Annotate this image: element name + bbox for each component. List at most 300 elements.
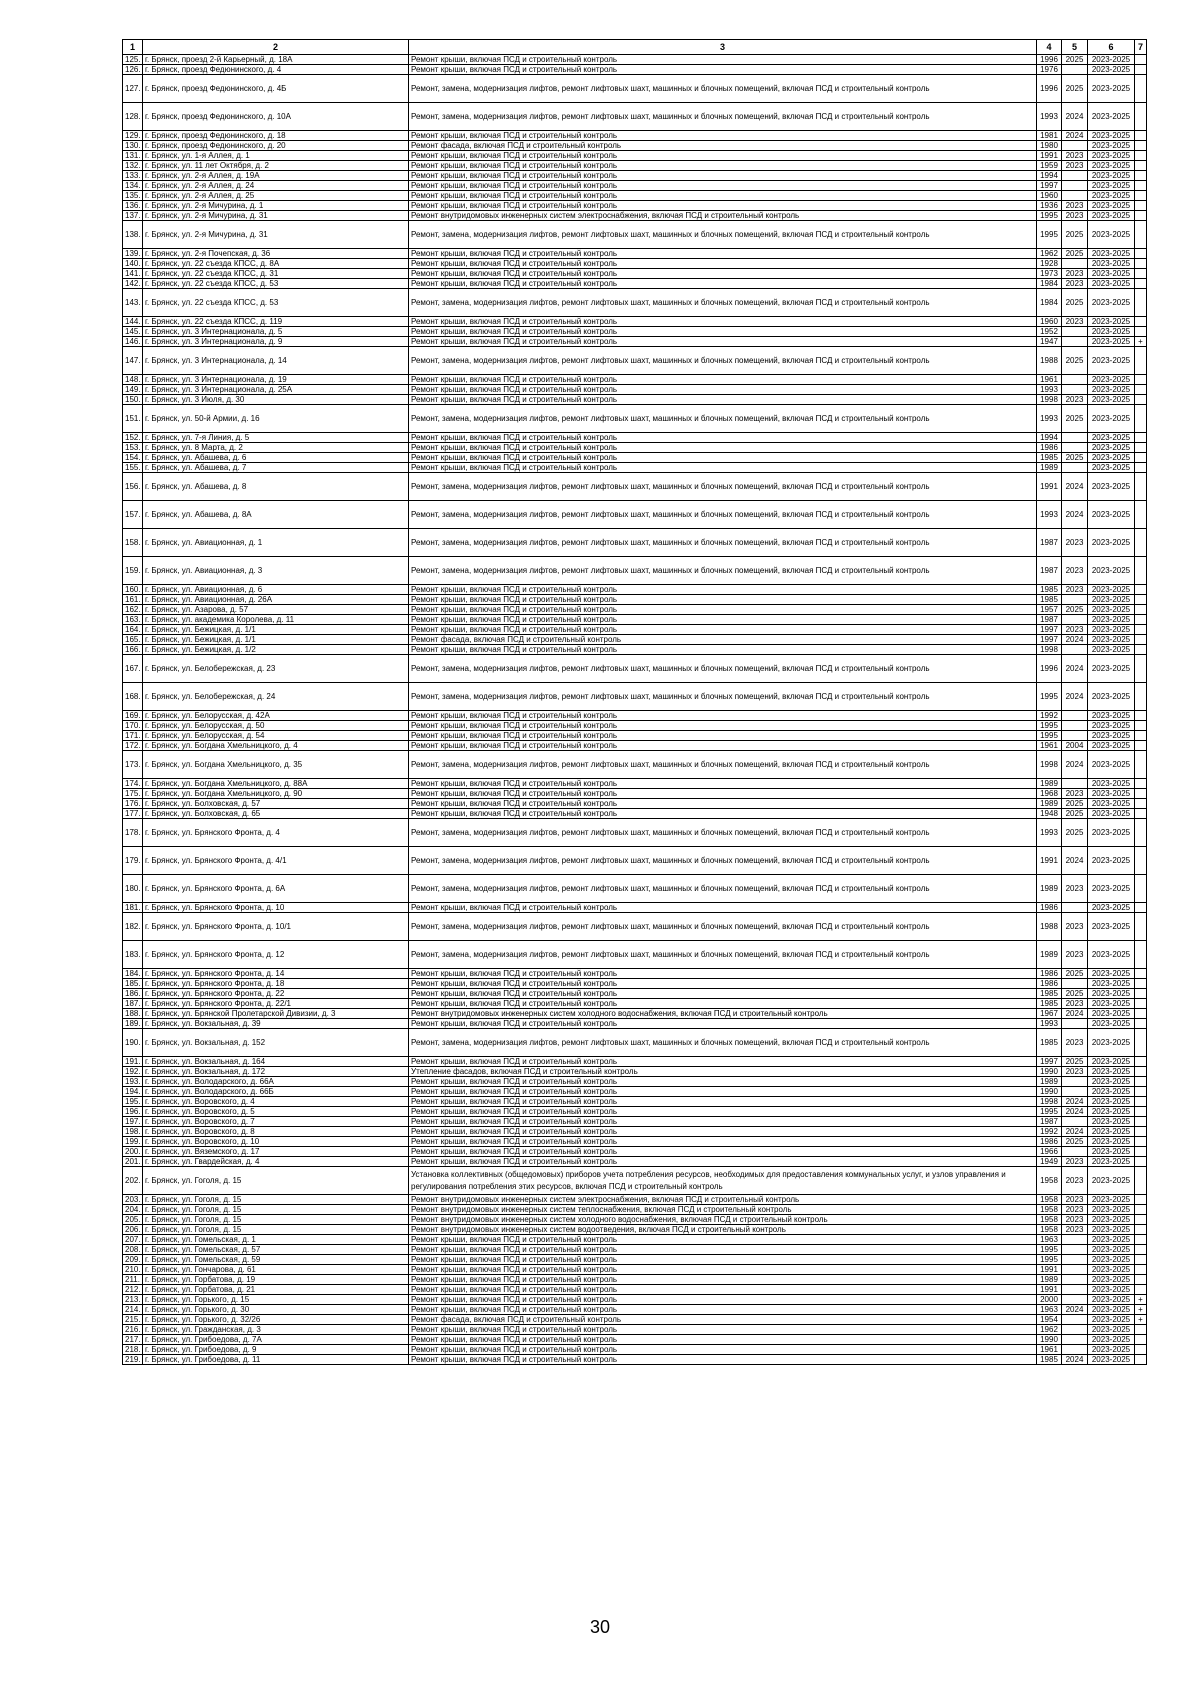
cell-last-repair-year: 2023 [1062,1067,1088,1077]
cell-year-built: 1996 [1037,655,1062,683]
cell-work-type: Ремонт крыши, включая ПСД и строительный контроль [409,595,1037,605]
cell-last-repair-year: 2025 [1062,605,1088,615]
cell-address: г. Брянск, ул. Авиационная, д. 3 [143,557,409,585]
cell-row-number: 128. [123,103,143,131]
cell-last-repair-year [1062,1315,1088,1325]
cell-work-type: Ремонт крыши, включая ПСД и строительный контроль [409,789,1037,799]
cell-address: г. Брянск, ул. Авиационная, д. 26А [143,595,409,605]
cell-year-built: 1984 [1037,289,1062,317]
cell-address: г. Брянск, ул. Гоголя, д. 15 [143,1167,409,1195]
cell-address: г. Брянск, ул. Горбатова, д. 21 [143,1285,409,1295]
cell-work-type: Ремонт крыши, включая ПСД и строительный контроль [409,1265,1037,1275]
cell-address: г. Брянск, ул. Вяземского, д. 17 [143,1147,409,1157]
cell-last-repair-year [1062,1285,1088,1295]
cell-mark [1135,1167,1147,1195]
cell-work-type: Ремонт, замена, модернизация лифтов, ремонт лифтовых шахт, машинных и блочных помещений, включая ПСД и строительный контроль [409,501,1037,529]
cell-address: г. Брянск, ул. Гончарова, д. 61 [143,1265,409,1275]
cell-address: г. Брянск, ул. Абашева, д. 8А [143,501,409,529]
cell-last-repair-year: 2025 [1062,249,1088,259]
cell-last-repair-year: 2025 [1062,453,1088,463]
cell-year-built: 1985 [1037,1029,1062,1057]
cell-last-repair-year: 2025 [1062,1057,1088,1067]
cell-year-built: 1985 [1037,1355,1062,1365]
cell-work-type: Ремонт крыши, включая ПСД и строительный контроль [409,1245,1037,1255]
cell-planned-period: 2023-2025 [1088,131,1135,141]
cell-row-number: 195. [123,1097,143,1107]
cell-planned-period: 2023-2025 [1088,529,1135,557]
table-row [123,55,1147,65]
cell-last-repair-year: 2023 [1062,151,1088,161]
cell-year-built: 1958 [1037,1195,1062,1205]
cell-year-built: 1994 [1037,433,1062,443]
table-row [123,1355,1147,1365]
cell-year-built: 1963 [1037,1235,1062,1245]
cell-row-number: 180. [123,875,143,903]
table-row [123,625,1147,635]
table-row [123,433,1147,443]
cell-mark [1135,1225,1147,1235]
cell-address: г. Брянск, ул. Горького, д. 32/26 [143,1315,409,1325]
cell-year-built: 1954 [1037,1315,1062,1325]
cell-address: г. Брянск, ул. академика Королева, д. 11 [143,615,409,625]
cell-work-type: Ремонт крыши, включая ПСД и строительный контроль [409,463,1037,473]
cell-mark [1135,779,1147,789]
cell-year-built: 1991 [1037,1285,1062,1295]
table-row [123,751,1147,779]
cell-planned-period: 2023-2025 [1088,1107,1135,1117]
cell-address: г. Брянск, ул. Горького, д. 30 [143,1305,409,1315]
cell-year-built: 1981 [1037,131,1062,141]
cell-mark [1135,161,1147,171]
table-row [123,141,1147,151]
cell-last-repair-year: 2023 [1062,999,1088,1009]
table-row [123,1147,1147,1157]
cell-address: г. Брянск, ул. Белобережская, д. 23 [143,655,409,683]
cell-address: г. Брянск, ул. 2-я Мичурина, д. 31 [143,211,409,221]
cell-last-repair-year [1062,1265,1088,1275]
cell-year-built: 1992 [1037,1127,1062,1137]
cell-address: г. Брянск, ул. Гомельская, д. 57 [143,1245,409,1255]
table-row [123,1127,1147,1137]
cell-mark [1135,1057,1147,1067]
cell-mark [1135,405,1147,433]
cell-work-type: Ремонт крыши, включая ПСД и строительный контроль [409,615,1037,625]
cell-year-built: 1959 [1037,161,1062,171]
cell-mark [1135,1245,1147,1255]
table-row [123,161,1147,171]
cell-work-type: Ремонт крыши, включая ПСД и строительный контроль [409,201,1037,211]
table-row [123,1335,1147,1345]
cell-address: г. Брянск, ул. Белорусская, д. 54 [143,731,409,741]
cell-work-type: Ремонт крыши, включая ПСД и строительный контроль [409,1057,1037,1067]
cell-row-number: 205. [123,1215,143,1225]
table-row [123,463,1147,473]
cell-work-type: Ремонт крыши, включая ПСД и строительный контроль [409,181,1037,191]
cell-planned-period: 2023-2025 [1088,731,1135,741]
cell-year-built: 1993 [1037,103,1062,131]
cell-planned-period: 2023-2025 [1088,585,1135,595]
cell-year-built: 1996 [1037,55,1062,65]
cell-row-number: 170. [123,721,143,731]
cell-address: г. Брянск, ул. Воровского, д. 5 [143,1107,409,1117]
cell-row-number: 171. [123,731,143,741]
table-row [123,221,1147,249]
cell-year-built: 1958 [1037,1167,1062,1195]
cell-address: г. Брянск, ул. 3 Интернационала, д. 14 [143,347,409,375]
cell-address: г. Брянск, ул. Богдана Хмельницкого, д. 35 [143,751,409,779]
cell-address: г. Брянск, ул. 2-я Аллея, д. 24 [143,181,409,191]
table-body [123,55,1147,1365]
cell-row-number: 166. [123,645,143,655]
cell-work-type: Ремонт внутридомовых инженерных систем электроснабжения, включая ПСД и строительный контроль [409,1195,1037,1205]
table-row [123,557,1147,585]
cell-last-repair-year: 2023 [1062,211,1088,221]
cell-year-built: 1980 [1037,141,1062,151]
table-row [123,385,1147,395]
cell-row-number: 175. [123,789,143,799]
cell-address: г. Брянск, ул. Авиационная, д. 1 [143,529,409,557]
cell-mark [1135,799,1147,809]
cell-mark [1135,443,1147,453]
cell-last-repair-year [1062,979,1088,989]
cell-row-number: 198. [123,1127,143,1137]
cell-planned-period: 2023-2025 [1088,969,1135,979]
cell-planned-period: 2023-2025 [1088,1255,1135,1265]
cell-planned-period: 2023-2025 [1088,211,1135,221]
cell-work-type: Установка коллективных (общедомовых) приборов учета потребления ресурсов, необходимых для предоставления коммунальных услуг, и узлов управления и регулирования потребления этих ресурсов, включая ПСД и строительный контроль [409,1167,1037,1195]
cell-last-repair-year: 2023 [1062,1215,1088,1225]
cell-row-number: 172. [123,741,143,751]
cell-planned-period: 2023-2025 [1088,1009,1135,1019]
cell-last-repair-year [1062,1087,1088,1097]
cell-address: г. Брянск, проезд Федюнинского, д. 4Б [143,75,409,103]
cell-address: г. Брянск, ул. Белобережская, д. 24 [143,683,409,711]
cell-address: г. Брянск, ул. Володарского, д. 66А [143,1077,409,1087]
cell-last-repair-year: 2004 [1062,741,1088,751]
cell-work-type: Ремонт крыши, включая ПСД и строительный контроль [409,969,1037,979]
cell-mark [1135,875,1147,903]
cell-mark [1135,1117,1147,1127]
cell-row-number: 190. [123,1029,143,1057]
table-row [123,453,1147,463]
cell-year-built: 1995 [1037,221,1062,249]
cell-last-repair-year [1062,65,1088,75]
cell-work-type: Ремонт крыши, включая ПСД и строительный контроль [409,979,1037,989]
cell-row-number: 125. [123,55,143,65]
cell-year-built: 1985 [1037,585,1062,595]
cell-work-type: Ремонт крыши, включая ПСД и строительный контроль [409,625,1037,635]
cell-year-built: 1960 [1037,317,1062,327]
cell-mark [1135,463,1147,473]
cell-address: г. Брянск, ул. Брянского Фронта, д. 10/1 [143,913,409,941]
cell-address: г. Брянск, ул. Гоголя, д. 15 [143,1215,409,1225]
cell-planned-period: 2023-2025 [1088,269,1135,279]
cell-work-type: Ремонт крыши, включая ПСД и строительный контроль [409,731,1037,741]
cell-year-built: 1963 [1037,1305,1062,1315]
cell-work-type: Ремонт крыши, включая ПСД и строительный контроль [409,1255,1037,1265]
cell-year-built: 1985 [1037,989,1062,999]
header-col-6: 6 [1088,40,1135,55]
cell-work-type: Ремонт крыши, включая ПСД и строительный контроль [409,375,1037,385]
cell-address: г. Брянск, ул. Вокзальная, д. 152 [143,1029,409,1057]
cell-mark [1135,731,1147,741]
table-row [123,1117,1147,1127]
cell-mark [1135,1009,1147,1019]
table-row [123,501,1147,529]
table-row [123,211,1147,221]
cell-last-repair-year: 2023 [1062,941,1088,969]
cell-mark [1135,211,1147,221]
cell-work-type: Ремонт крыши, включая ПСД и строительный контроль [409,1285,1037,1295]
cell-work-type: Ремонт, замена, модернизация лифтов, ремонт лифтовых шахт, машинных и блочных помещений, включая ПСД и строительный контроль [409,819,1037,847]
cell-last-repair-year: 2024 [1062,1305,1088,1315]
cell-row-number: 157. [123,501,143,529]
cell-row-number: 159. [123,557,143,585]
cell-row-number: 131. [123,151,143,161]
cell-row-number: 142. [123,279,143,289]
cell-mark [1135,1235,1147,1245]
cell-work-type: Ремонт крыши, включая ПСД и строительный контроль [409,249,1037,259]
cell-planned-period: 2023-2025 [1088,1167,1135,1195]
cell-address: г. Брянск, ул. Гоголя, д. 15 [143,1225,409,1235]
cell-last-repair-year: 2023 [1062,875,1088,903]
cell-planned-period: 2023-2025 [1088,1077,1135,1087]
cell-planned-period: 2023-2025 [1088,1067,1135,1077]
cell-work-type: Ремонт крыши, включая ПСД и строительный контроль [409,1157,1037,1167]
cell-mark [1135,1029,1147,1057]
cell-work-type: Ремонт, замена, модернизация лифтов, ремонт лифтовых шахт, машинных и блочных помещений, включая ПСД и строительный контроль [409,1029,1037,1057]
table-row [123,615,1147,625]
cell-mark [1135,1335,1147,1345]
cell-row-number: 176. [123,799,143,809]
cell-year-built: 1936 [1037,201,1062,211]
cell-last-repair-year [1062,1019,1088,1029]
cell-planned-period: 2023-2025 [1088,751,1135,779]
cell-mark [1135,171,1147,181]
cell-row-number: 160. [123,585,143,595]
table-row [123,1057,1147,1067]
table-row [123,337,1147,347]
cell-row-number: 158. [123,529,143,557]
cell-last-repair-year [1062,711,1088,721]
cell-work-type: Ремонт крыши, включая ПСД и строительный контроль [409,1335,1037,1345]
cell-work-type: Ремонт, замена, модернизация лифтов, ремонт лифтовых шахт, машинных и блочных помещений, включая ПСД и строительный контроль [409,875,1037,903]
cell-row-number: 208. [123,1245,143,1255]
table-row [123,1345,1147,1355]
cell-planned-period: 2023-2025 [1088,1029,1135,1057]
cell-planned-period: 2023-2025 [1088,347,1135,375]
cell-mark [1135,615,1147,625]
cell-row-number: 147. [123,347,143,375]
cell-last-repair-year [1062,375,1088,385]
cell-year-built: 1986 [1037,969,1062,979]
cell-planned-period: 2023-2025 [1088,1295,1135,1305]
cell-last-repair-year [1062,1295,1088,1305]
cell-work-type: Ремонт крыши, включая ПСД и строительный контроль [409,327,1037,337]
cell-work-type: Ремонт крыши, включая ПСД и строительный контроль [409,259,1037,269]
cell-row-number: 148. [123,375,143,385]
cell-planned-period: 2023-2025 [1088,1335,1135,1345]
cell-last-repair-year [1062,385,1088,395]
cell-last-repair-year: 2023 [1062,789,1088,799]
table-row [123,1305,1147,1315]
table-row [123,645,1147,655]
cell-address: г. Брянск, ул. Гомельская, д. 59 [143,1255,409,1265]
cell-last-repair-year [1062,191,1088,201]
cell-mark [1135,683,1147,711]
cell-year-built: 1991 [1037,847,1062,875]
cell-address: г. Брянск, проезд Федюнинского, д. 10А [143,103,409,131]
cell-year-built: 1993 [1037,405,1062,433]
cell-year-built: 1993 [1037,819,1062,847]
table-row [123,151,1147,161]
cell-year-built: 1993 [1037,385,1062,395]
cell-work-type: Ремонт крыши, включая ПСД и строительный контроль [409,1117,1037,1127]
table-row [123,1205,1147,1215]
cell-work-type: Ремонт, замена, модернизация лифтов, ремонт лифтовых шахт, машинных и блочных помещений, включая ПСД и строительный контроль [409,751,1037,779]
cell-row-number: 132. [123,161,143,171]
cell-planned-period: 2023-2025 [1088,463,1135,473]
cell-address: г. Брянск, ул. Вокзальная, д. 39 [143,1019,409,1029]
table-row [123,1295,1147,1305]
cell-planned-period: 2023-2025 [1088,635,1135,645]
cell-mark [1135,1147,1147,1157]
cell-mark [1135,847,1147,875]
cell-planned-period: 2023-2025 [1088,903,1135,913]
cell-mark [1135,913,1147,941]
cell-last-repair-year [1062,141,1088,151]
cell-last-repair-year: 2024 [1062,1127,1088,1137]
cell-address: г. Брянск, ул. 22 съезда КПСС, д. 8А [143,259,409,269]
cell-work-type: Ремонт крыши, включая ПСД и строительный контроль [409,645,1037,655]
cell-row-number: 186. [123,989,143,999]
table-row [123,635,1147,645]
cell-address: г. Брянск, ул. 22 съезда КПСС, д. 31 [143,269,409,279]
cell-row-number: 134. [123,181,143,191]
cell-address: г. Брянск, ул. Грибоедова, д. 9 [143,1345,409,1355]
cell-planned-period: 2023-2025 [1088,171,1135,181]
cell-planned-period: 2023-2025 [1088,683,1135,711]
cell-address: г. Брянск, ул. Брянского Фронта, д. 4/1 [143,847,409,875]
cell-address: г. Брянск, ул. 3 Интернационала, д. 25А [143,385,409,395]
cell-last-repair-year: 2023 [1062,317,1088,327]
cell-last-repair-year: 2025 [1062,55,1088,65]
cell-mark [1135,969,1147,979]
cell-work-type: Ремонт крыши, включая ПСД и строительный контроль [409,1275,1037,1285]
cell-mark [1135,1157,1147,1167]
cell-work-type: Ремонт фасада, включая ПСД и строительный контроль [409,635,1037,645]
cell-address: г. Брянск, ул. Гоголя, д. 15 [143,1205,409,1215]
cell-work-type: Ремонт крыши, включая ПСД и строительный контроль [409,1355,1037,1365]
cell-year-built: 1962 [1037,249,1062,259]
cell-row-number: 201. [123,1157,143,1167]
table-row [123,1265,1147,1275]
cell-address: г. Брянск, ул. 11 лет Октября, д. 2 [143,161,409,171]
cell-year-built: 1988 [1037,913,1062,941]
cell-year-built: 1989 [1037,463,1062,473]
table-row [123,979,1147,989]
cell-mark [1135,645,1147,655]
cell-mark [1135,65,1147,75]
cell-last-repair-year: 2025 [1062,799,1088,809]
cell-address: г. Брянск, ул. 2-я Аллея, д. 25 [143,191,409,201]
cell-address: г. Брянск, ул. 3 Интернационала, д. 9 [143,337,409,347]
table-row [123,875,1147,903]
cell-row-number: 144. [123,317,143,327]
cell-planned-period: 2023-2025 [1088,453,1135,463]
cell-mark [1135,191,1147,201]
cell-mark [1135,1325,1147,1335]
cell-last-repair-year: 2023 [1062,201,1088,211]
cell-work-type: Ремонт крыши, включая ПСД и строительный контроль [409,161,1037,171]
cell-mark [1135,201,1147,211]
cell-last-repair-year: 2023 [1062,1029,1088,1057]
cell-last-repair-year: 2025 [1062,75,1088,103]
cell-last-repair-year: 2024 [1062,501,1088,529]
cell-planned-period: 2023-2025 [1088,809,1135,819]
cell-address: г. Брянск, ул. 2-я Почепская, д. 36 [143,249,409,259]
cell-row-number: 193. [123,1077,143,1087]
cell-address: г. Брянск, ул. 3 Интернационала, д. 19 [143,375,409,385]
cell-planned-period: 2023-2025 [1088,1245,1135,1255]
cell-address: г. Брянск, ул. 3 Интернационала, д. 5 [143,327,409,337]
cell-mark [1135,473,1147,501]
cell-mark [1135,1195,1147,1205]
cell-mark [1135,1097,1147,1107]
cell-planned-period: 2023-2025 [1088,655,1135,683]
table-row [123,191,1147,201]
cell-planned-period: 2023-2025 [1088,595,1135,605]
table-row [123,1009,1147,1019]
cell-last-repair-year [1062,903,1088,913]
cell-address: г. Брянск, ул. Гвардейская, д. 4 [143,1157,409,1167]
cell-year-built: 1993 [1037,1019,1062,1029]
cell-mark [1135,721,1147,731]
header-col-4: 4 [1037,40,1062,55]
table-row [123,683,1147,711]
table-row [123,605,1147,615]
cell-year-built: 1995 [1037,1245,1062,1255]
cell-address: г. Брянск, ул. 50-й Армии, д. 16 [143,405,409,433]
cell-work-type: Ремонт крыши, включая ПСД и строительный контроль [409,433,1037,443]
cell-row-number: 177. [123,809,143,819]
cell-address: г. Брянск, ул. Богдана Хмельницкого, д. 88А [143,779,409,789]
cell-last-repair-year [1062,1117,1088,1127]
cell-last-repair-year: 2024 [1062,1107,1088,1117]
cell-planned-period: 2023-2025 [1088,1315,1135,1325]
cell-mark [1135,1067,1147,1077]
cell-work-type: Ремонт крыши, включая ПСД и строительный контроль [409,903,1037,913]
cell-year-built: 1958 [1037,1215,1062,1225]
cell-mark [1135,605,1147,615]
cell-row-number: 169. [123,711,143,721]
cell-mark [1135,1285,1147,1295]
cell-mark [1135,221,1147,249]
cell-mark [1135,131,1147,141]
cell-year-built: 1994 [1037,171,1062,181]
cell-last-repair-year [1062,1255,1088,1265]
table-row [123,819,1147,847]
cell-last-repair-year: 2024 [1062,847,1088,875]
table-row [123,249,1147,259]
cell-address: г. Брянск, ул. Гражданская, д. 3 [143,1325,409,1335]
cell-work-type: Ремонт, замена, модернизация лифтов, ремонт лифтовых шахт, машинных и блочных помещений, включая ПСД и строительный контроль [409,683,1037,711]
table-row [123,473,1147,501]
cell-address: г. Брянск, ул. 22 съезда КПСС, д. 119 [143,317,409,327]
cell-planned-period: 2023-2025 [1088,337,1135,347]
cell-year-built: 1990 [1037,1067,1062,1077]
cell-planned-period: 2023-2025 [1088,557,1135,585]
